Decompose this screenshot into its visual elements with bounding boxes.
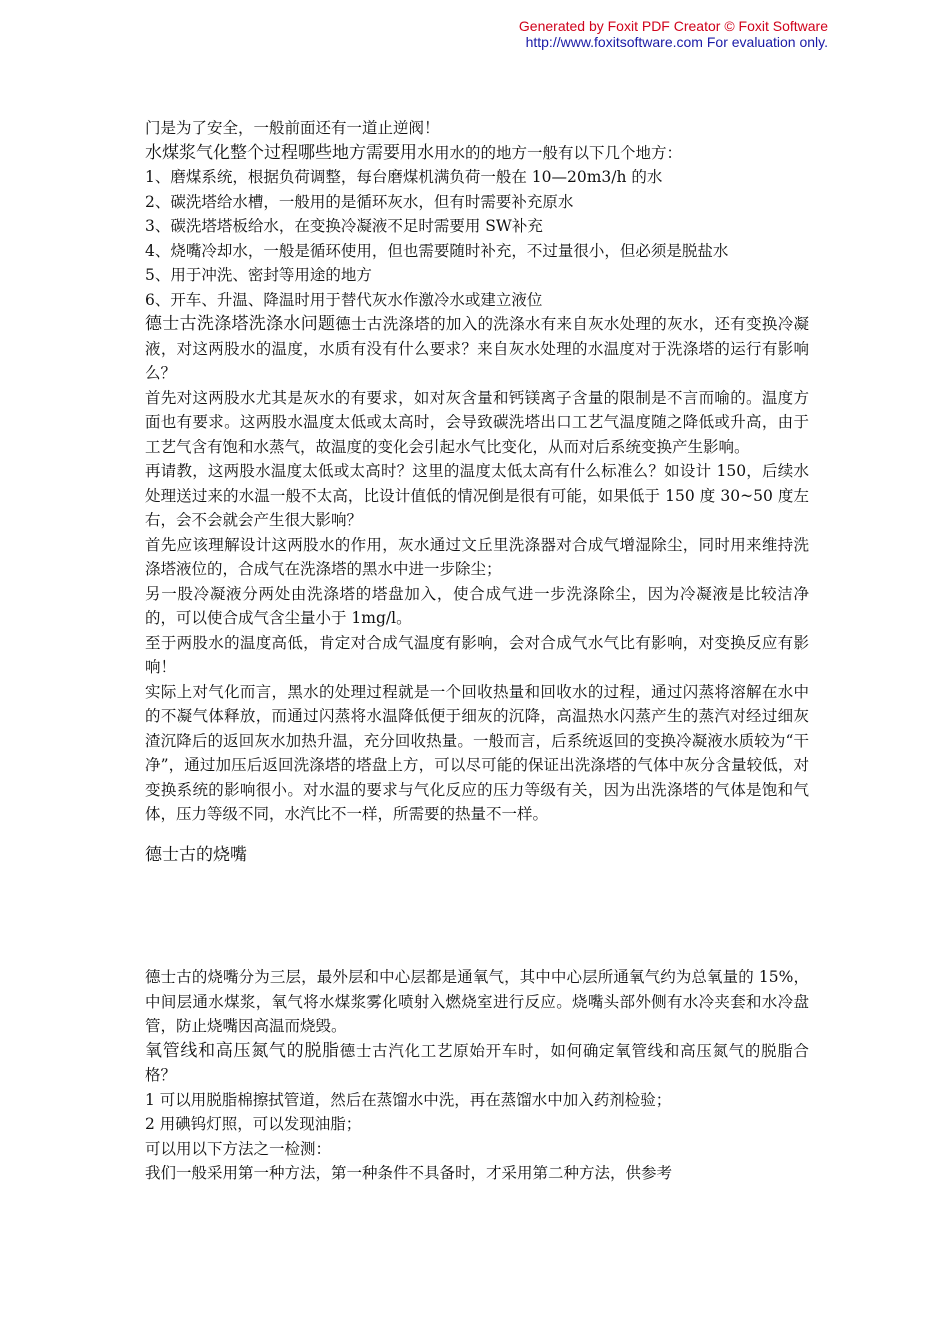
list-item: 我们一般采用第一种方法，第一种条件不具备时，才采用第二种方法，供参考 — [145, 1164, 673, 1182]
spacer — [145, 827, 809, 843]
document-body — [145, 116, 809, 1186]
paragraph: 首先应该理解设计这两股水的作用，灰水通过文丘里洗涤器对合成气增湿除尘，同时用来维持洗涤塔液位的，合成气在洗涤塔的黑水中进一步除尘； — [145, 535, 809, 578]
paragraph: 至于两股水的温度高低，肯定对合成气温度有影响，会对合成气水气比有影响，对变换反应有影响！ — [145, 633, 809, 676]
section-title: 水煤浆气化整个过程哪些地方需要用水 — [145, 142, 434, 163]
list-item: 可以用以下方法之一检测： — [145, 1139, 332, 1158]
list-item: 1 可以用脱脂棉擦拭管道，然后在蒸馏水中洗，再在蒸馏水中加入药剂检验； — [145, 1090, 672, 1109]
list-item: 5、用于冲洗、密封等用途的地方 — [145, 266, 372, 284]
section-scrubber-water-heading — [145, 312, 809, 386]
section-water-usage-heading — [145, 141, 809, 166]
watermark-line-1: Generated by Foxit PDF Creator © Foxit Software — [518, 18, 828, 34]
list-item: 6、开车、升温、降温时用于替代灰水作激冷水或建立液位 — [145, 290, 543, 309]
list-item: 2 用碘钨灯照，可以发现油脂； — [145, 1115, 362, 1133]
paragraph: 再请教，这两股水温度太低或太高时？这里的温度太低太高有什么标准么？如设计 150，后续水处理送过来的水温一般不太高，比设计值低的情况倒是很有可能，如果低于 150 度 30~50 度左右，会不会就会产生很大影响？ — [145, 462, 809, 529]
section-lead: 德士古洗涤塔的加入的洗涤水有来自灰水处理的灰水，还有变换冷凝液，对这两股水的温度，水质有没有什么要求？来自灰水处理的水温度对于洗涤塔的运行有影响么？ — [145, 315, 809, 382]
section-title: 氧管线和高压氮气的脱脂 — [145, 1040, 340, 1061]
watermark-line-2: http://www.foxitsoftware.com For evaluation only. — [525, 34, 828, 50]
section-lead: 德士古汽化工艺原始开车时，如何确定氧管线和高压氮气的脱脂合格？ — [145, 1041, 810, 1084]
foxit-watermark — [519, 18, 828, 50]
paragraph: 德士古的烧嘴分为三层，最外层和中心层都是通氧气，其中中心层所通氧气约为总氧量的 15%，中间层通水煤浆，氧气将水煤浆雾化喷射入燃烧室进行反应。烧嘴头部外侧有水冷夹套和水冷盘管，防止烧嘴因高温而烧毁。 — [145, 968, 809, 1035]
list-item: 2、碳洗塔给水槽，一般用的是循环灰水，但有时需要补充原水 — [145, 192, 574, 211]
section-title: 德士古洗涤塔洗涤水问题 — [145, 314, 336, 334]
spacer — [145, 867, 809, 965]
section-lead: 用水的的地方一般有以下几个地方： — [434, 143, 683, 162]
paragraph: 另一股冷凝液分两处由洗涤塔的塔盘加入，使合成气进一步洗涤除尘，因为冷凝液是比较洁净的，可以使合成气含尘量小于 1mg/l。 — [145, 584, 809, 627]
list-item: 1、磨煤系统，根据负荷调整，每台磨煤机满负荷一般在 10—20m3/h 的水 — [145, 168, 663, 186]
intro-paragraph: 门是为了安全，一般前面还有一道止逆阀！ — [145, 119, 440, 137]
paragraph: 首先对这两股水尤其是灰水的有要求，如对灰含量和钙镁离子含量的限制是不言而喻的。温度方面也有要求。这两股水温度太低或太高时，会导致碳洗塔出口工艺气温度随之降低或升高，由于工艺气含有饱和水蒸气，故温度的变化会引起水气比变化，从而对后系统变换产生影响。 — [145, 388, 809, 456]
section-burner-heading: 德士古的烧嘴 — [145, 844, 247, 865]
paragraph: 实际上对气化而言，黑水的处理过程就是一个回收热量和回收水的过程，通过闪蒸将溶解在水中的不凝气体释放，而通过闪蒸将水温降低便于细灰的沉降，高温热水闪蒸产生的蒸汽对经过细灰渣沉降后的返回灰水加热升温，充分回收热量。一般而言，后系统返回的变换冷凝液水质较为“干净”，通过加压后返回洗涤塔的塔盘上方，可以尽可能的保证出洗涤塔的气体中灰分含量较低，对变换系统的影响很小。对水温的要求与气化反应的压力等级有关，因为出洗涤塔的气体是饱和气体，压力等级不同，水汽比不一样，所需要的热量不一样。 — [145, 682, 809, 823]
list-item: 3、碳洗塔塔板给水，在变换冷凝液不足时需要用 SW补充 — [145, 217, 543, 235]
list-item: 4、烧嘴冷却水，一般是循环使用，但也需要随时补充，不过量很小，但必须是脱盐水 — [145, 241, 729, 260]
section-degreasing-heading — [145, 1039, 809, 1088]
